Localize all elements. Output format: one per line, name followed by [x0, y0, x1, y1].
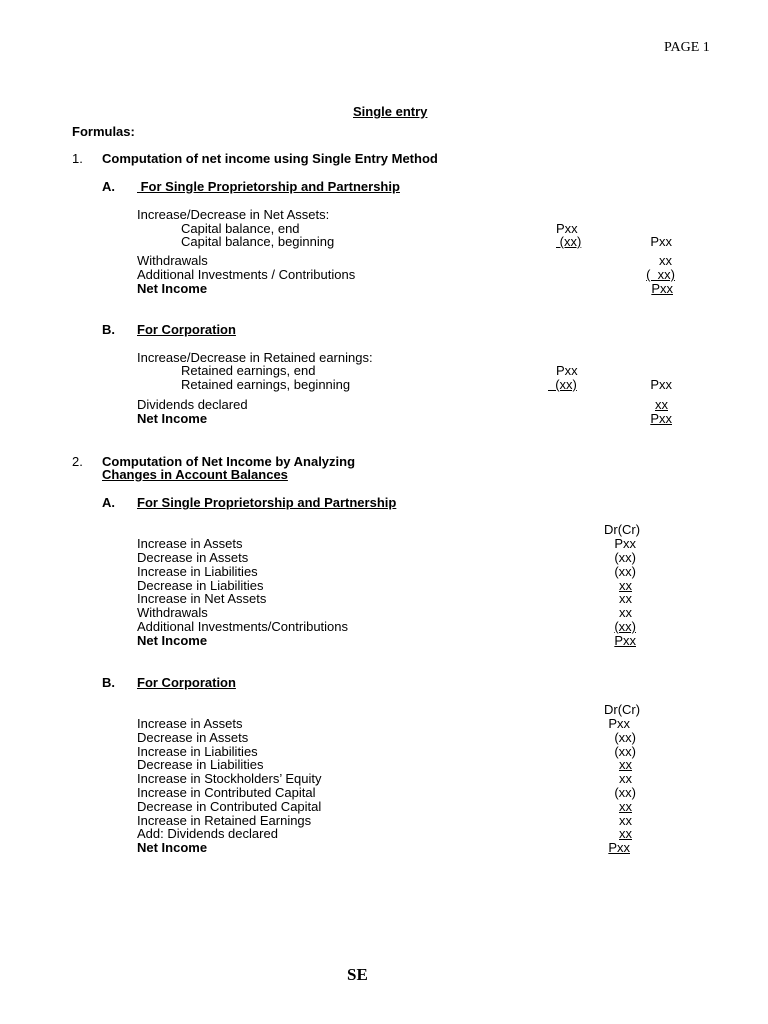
section2-title-line1: Computation of Net Income by Analyzing	[102, 454, 356, 469]
row-label: Increase in Stockholders’ Equity	[137, 771, 322, 786]
row-label: Capital balance, end	[181, 221, 300, 236]
row-value: (xx)	[614, 550, 636, 565]
section1-partB-title: For Corporation	[137, 322, 236, 337]
section1-partB-intro: Increase/Decrease in Retained earnings:	[137, 350, 373, 365]
section1-number: 1.	[72, 151, 83, 166]
row-value: Pxx	[614, 536, 636, 551]
row-value: (xx)	[614, 730, 636, 745]
row-label: Withdrawals	[137, 253, 208, 268]
row-col1: Pxx	[556, 221, 578, 236]
row-label: Dividends declared	[137, 397, 248, 412]
section2-partA-letter: A.	[102, 495, 115, 510]
row-col2: Pxx	[650, 411, 672, 426]
section2-partB-title: For Corporation	[137, 675, 236, 690]
row-value: xx	[619, 757, 632, 772]
section2-number: 2.	[72, 454, 83, 469]
row-value: xx	[619, 605, 632, 620]
row-label: Retained earnings, end	[181, 363, 316, 378]
row-label: Increase in Liabilities	[137, 564, 258, 579]
row-label: Decrease in Assets	[137, 550, 249, 565]
row-label: Increase in Contributed Capital	[137, 785, 316, 800]
row-value: xx	[619, 813, 632, 828]
row-col2: Pxx	[651, 281, 673, 296]
section2-partB-letter: B.	[102, 675, 115, 690]
document-title: Single entry	[353, 104, 428, 119]
section1-partA-letter: A.	[102, 179, 115, 194]
row-label: Decrease in Assets	[137, 730, 249, 745]
row-col2: ( xx)	[646, 267, 675, 282]
row-value: (xx)	[614, 564, 636, 579]
row-value: xx	[619, 771, 632, 786]
row-value: xx	[619, 799, 632, 814]
row-col1: (xx)	[556, 234, 582, 249]
section2-partA-title: For Single Proprietorship and Partnership	[137, 495, 397, 510]
footer-code: SE	[347, 965, 368, 984]
row-value: (xx)	[614, 744, 636, 759]
row-col2: Pxx	[650, 377, 672, 392]
row-label-net-income: Net Income	[137, 633, 208, 648]
row-col2: xx	[659, 253, 672, 268]
row-label: Additional Investments/Contributions	[137, 619, 349, 634]
row-label: Additional Investments / Contributions	[137, 267, 356, 282]
row-label: Increase in Liabilities	[137, 744, 258, 759]
row-value: Pxx	[614, 633, 636, 648]
row-label-net-income: Net Income	[137, 840, 208, 855]
row-label: Increase in Retained Earnings	[137, 813, 312, 828]
row-label: Withdrawals	[137, 605, 208, 620]
row-label: Decrease in Liabilities	[137, 757, 264, 772]
section1-partA-title: For Single Proprietorship and Partnership	[137, 179, 400, 194]
row-label: Increase in Assets	[137, 536, 243, 551]
row-label-net-income: Net Income	[137, 411, 208, 426]
row-col1: (xx)	[548, 377, 577, 392]
row-label: Increase in Net Assets	[137, 591, 267, 606]
row-col1: Pxx	[556, 363, 578, 378]
row-label-net-income: Net Income	[137, 281, 208, 296]
dr-cr-header: Dr(Cr)	[604, 702, 641, 717]
row-col2: Pxx	[650, 234, 672, 249]
row-label: Retained earnings, beginning	[181, 377, 351, 392]
row-value: xx	[619, 578, 632, 593]
formulas-label: Formulas:	[72, 124, 135, 139]
row-label: Capital balance, beginning	[181, 234, 335, 249]
row-label: Decrease in Contributed Capital	[137, 799, 322, 814]
page-number: PAGE 1	[664, 40, 710, 55]
row-label: Increase in Assets	[137, 716, 243, 731]
row-label: Add: Dividends declared	[137, 826, 278, 841]
section2-title-line2: Changes in Account Balances	[102, 467, 288, 482]
row-label: Decrease in Liabilities	[137, 578, 264, 593]
row-value: Pxx	[608, 840, 630, 855]
dr-cr-header: Dr(Cr)	[604, 522, 641, 537]
row-col2: xx	[655, 397, 668, 412]
row-value: (xx)	[614, 785, 636, 800]
row-value: xx	[619, 826, 632, 841]
section1-partA-intro: Increase/Decrease in Net Assets:	[137, 207, 330, 222]
section1-partB-letter: B.	[102, 322, 115, 337]
row-value: xx	[619, 591, 632, 606]
row-value: (xx)	[614, 619, 636, 634]
row-value: Pxx	[608, 716, 630, 731]
section1-title: Computation of net income using Single Entry Method	[102, 151, 438, 166]
